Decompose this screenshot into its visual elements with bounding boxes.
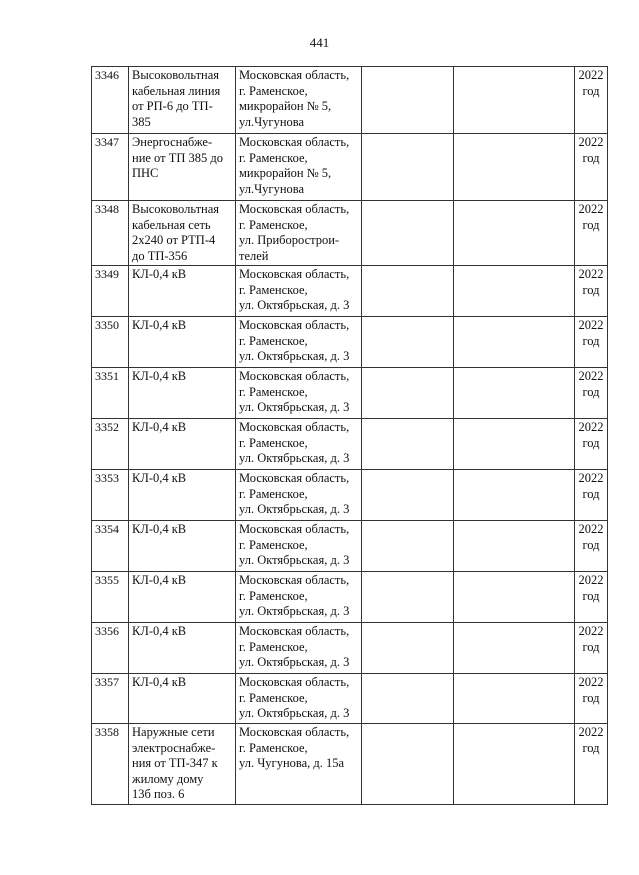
year-cell-line: 2022 [578,675,604,689]
object-address-line: Московская область, [239,624,350,638]
empty-cell [454,368,575,419]
object-address [236,134,362,201]
year-cell [575,266,608,317]
object-address-line: г. Раменское, [239,690,308,705]
year-cell-line: 2022 [578,522,604,536]
object-address-line: ул. Октябрьская, д. 3 [239,706,350,720]
table-row [92,623,608,674]
registry-table [91,66,608,805]
row-number: 3354 [92,521,129,572]
object-address-line: Московская область, [239,202,350,216]
object-address-line: Московская область, [239,471,350,485]
object-address [236,67,362,134]
empty-cell [362,368,454,419]
object-address-line: ул.Чугунова [239,114,305,129]
object-address-line: г. Раменское, [239,282,308,297]
object-address [236,201,362,266]
empty-cell [454,317,575,368]
object-name-line: жилому дому [132,771,204,786]
object-address-line: г. Раменское, [239,83,308,98]
object-name-line: 385 [132,114,151,129]
object-name [129,572,236,623]
empty-cell [454,470,575,521]
year-cell-line: 2022 [578,725,604,739]
page-number: 441 [309,35,330,50]
year-cell-line: год [582,83,600,98]
empty-cell [362,266,454,317]
object-address-line: Московская область, [239,267,350,281]
object-address [236,317,362,368]
year-cell [575,201,608,266]
object-address-line: микрорайон № 5, [239,99,332,113]
row-number: 3346 [92,67,129,134]
table-row [92,317,608,368]
row-number: 3347 [92,134,129,201]
empty-cell [454,623,575,674]
object-address-line: г. Раменское, [239,588,308,603]
year-cell [575,674,608,724]
object-name [129,368,236,419]
object-name-line: КЛ-0,4 кВ [132,420,187,434]
year-cell-line: 2022 [578,573,604,587]
year-cell-line: год [582,486,600,501]
object-address [236,521,362,572]
object-name-line: Высоковольтная [132,202,220,216]
object-address-line: Московская область, [239,675,350,689]
year-cell [575,724,608,805]
object-name [129,521,236,572]
object-name-line: КЛ-0,4 кВ [132,267,187,281]
object-address-line: г. Раменское, [239,217,308,232]
object-address-line: Московская область, [239,725,350,739]
object-name-line: КЛ-0,4 кВ [132,471,187,485]
year-cell-line: год [582,282,600,297]
object-address-line: ул. Чугунова, д. 15а [239,756,345,770]
object-name [129,266,236,317]
empty-cell [454,572,575,623]
year-cell-line: 2022 [578,202,604,216]
empty-cell [454,724,575,805]
object-address-line: г. Раменское, [239,740,308,755]
row-number: 3355 [92,572,129,623]
table-row [92,674,608,724]
object-address-line: Московская область, [239,135,350,149]
object-address [236,724,362,805]
object-address-line: г. Раменское, [239,384,308,399]
row-number: 3356 [92,623,129,674]
empty-cell [362,623,454,674]
row-number: 3357 [92,674,129,724]
object-name-line: 13б поз. 6 [132,787,185,801]
table-row [92,368,608,419]
object-name-line: КЛ-0,4 кВ [132,573,187,587]
object-name-line: Наружные сети [132,725,215,739]
object-name [129,67,236,134]
table-row [92,521,608,572]
empty-cell [362,521,454,572]
year-cell-line: 2022 [578,369,604,383]
object-address-line: Московская область, [239,369,350,383]
object-name-line: КЛ-0,4 кВ [132,318,187,332]
object-name-line: ния от ТП-347 к [132,756,218,770]
year-cell-line: 2022 [578,471,604,485]
object-address [236,623,362,674]
object-address-line: ул. Октябрьская, д. 3 [239,298,350,312]
table-row [92,419,608,470]
year-cell-line: год [582,333,600,348]
object-address-line: ул. Октябрьская, д. 3 [239,349,350,363]
table-row [92,201,608,266]
object-address [236,470,362,521]
object-address-line: ул. Октябрьская, д. 3 [239,400,350,414]
empty-cell [362,674,454,724]
object-name [129,317,236,368]
empty-cell [362,470,454,521]
object-address-line: Московская область, [239,573,350,587]
object-address-line: г. Раменское, [239,639,308,654]
year-cell-line: год [582,150,600,165]
object-address-line: г. Раменское, [239,333,308,348]
object-name-line: электроснабже- [132,740,216,755]
year-cell-line: 2022 [578,267,604,281]
object-address-line: ул. Октябрьская, д. 3 [239,451,350,465]
year-cell [575,134,608,201]
object-address-line: телей [239,248,269,263]
empty-cell [454,674,575,724]
year-cell-line: 2022 [578,624,604,638]
year-cell-line: год [582,217,600,232]
row-number: 3348 [92,201,129,266]
year-cell-line: год [582,588,600,603]
object-name-line: кабельная линия [132,83,221,98]
year-cell [575,623,608,674]
object-address-line: ул. Приборострои- [239,233,340,247]
object-address [236,266,362,317]
year-cell-line: год [582,384,600,399]
year-cell [575,419,608,470]
object-address-line: ул. Октябрьская, д. 3 [239,502,350,516]
year-cell-line: год [582,537,600,552]
row-number: 3350 [92,317,129,368]
empty-cell [362,201,454,266]
year-cell-line: 2022 [578,318,604,332]
row-number: 3352 [92,419,129,470]
object-name-line: КЛ-0,4 кВ [132,624,187,638]
year-cell-line: год [582,639,600,654]
table-row [92,724,608,805]
empty-cell [362,724,454,805]
object-address [236,368,362,419]
row-number: 3349 [92,266,129,317]
year-cell [575,317,608,368]
object-address-line: Московская область, [239,68,350,82]
object-address-line: микрорайон № 5, [239,166,332,180]
year-cell-line: год [582,740,600,755]
object-name-line: кабельная сеть [132,217,211,232]
object-address-line: г. Раменское, [239,435,308,450]
table-row [92,67,608,134]
empty-cell [362,572,454,623]
empty-cell [454,67,575,134]
year-cell-line: год [582,690,600,705]
object-address [236,419,362,470]
object-address-line: ул.Чугунова [239,181,305,196]
year-cell [575,572,608,623]
object-name-line: КЛ-0,4 кВ [132,675,187,689]
object-name [129,201,236,266]
empty-cell [362,317,454,368]
object-address [236,674,362,724]
year-cell [575,368,608,419]
object-name [129,470,236,521]
object-name-line: ПНС [132,166,159,180]
empty-cell [362,419,454,470]
object-address-line: г. Раменское, [239,486,308,501]
empty-cell [454,134,575,201]
year-cell-line: год [582,435,600,450]
empty-cell [454,201,575,266]
empty-cell [362,67,454,134]
empty-cell [454,419,575,470]
object-name-line: КЛ-0,4 кВ [132,369,187,383]
object-address-line: ул. Октябрьская, д. 3 [239,604,350,618]
table-row [92,572,608,623]
object-name [129,419,236,470]
object-name [129,674,236,724]
row-number: 3351 [92,368,129,419]
object-name [129,724,236,805]
row-number: 3353 [92,470,129,521]
object-name [129,623,236,674]
object-name-line: ние от ТП 385 до [132,150,223,165]
empty-cell [362,134,454,201]
object-address-line: ул. Октябрьская, д. 3 [239,655,350,669]
row-number: 3358 [92,724,129,805]
empty-cell [454,521,575,572]
year-cell [575,67,608,134]
object-address-line: Московская область, [239,522,350,536]
year-cell-line: 2022 [578,420,604,434]
object-name-line: 2х240 от РТП-4 [132,233,216,247]
object-name [129,134,236,201]
table-row [92,470,608,521]
object-address-line: Московская область, [239,420,350,434]
year-cell-line: 2022 [578,68,604,82]
table-row [92,134,608,201]
object-address-line: г. Раменское, [239,537,308,552]
table-row [92,266,608,317]
year-cell-line: 2022 [578,135,604,149]
year-cell [575,521,608,572]
object-address-line: Московская область, [239,318,350,332]
object-name-line: Энергоснабже- [132,135,213,149]
empty-cell [454,266,575,317]
object-name-line: от РП-6 до ТП- [132,99,213,113]
object-address-line: г. Раменское, [239,150,308,165]
object-name-line: КЛ-0,4 кВ [132,522,187,536]
registry-table-body [92,67,608,805]
year-cell [575,470,608,521]
object-name-line: до ТП-356 [132,248,188,263]
object-address [236,572,362,623]
object-address-line: ул. Октябрьская, д. 3 [239,553,350,567]
object-name-line: Высоковольтная [132,68,220,82]
